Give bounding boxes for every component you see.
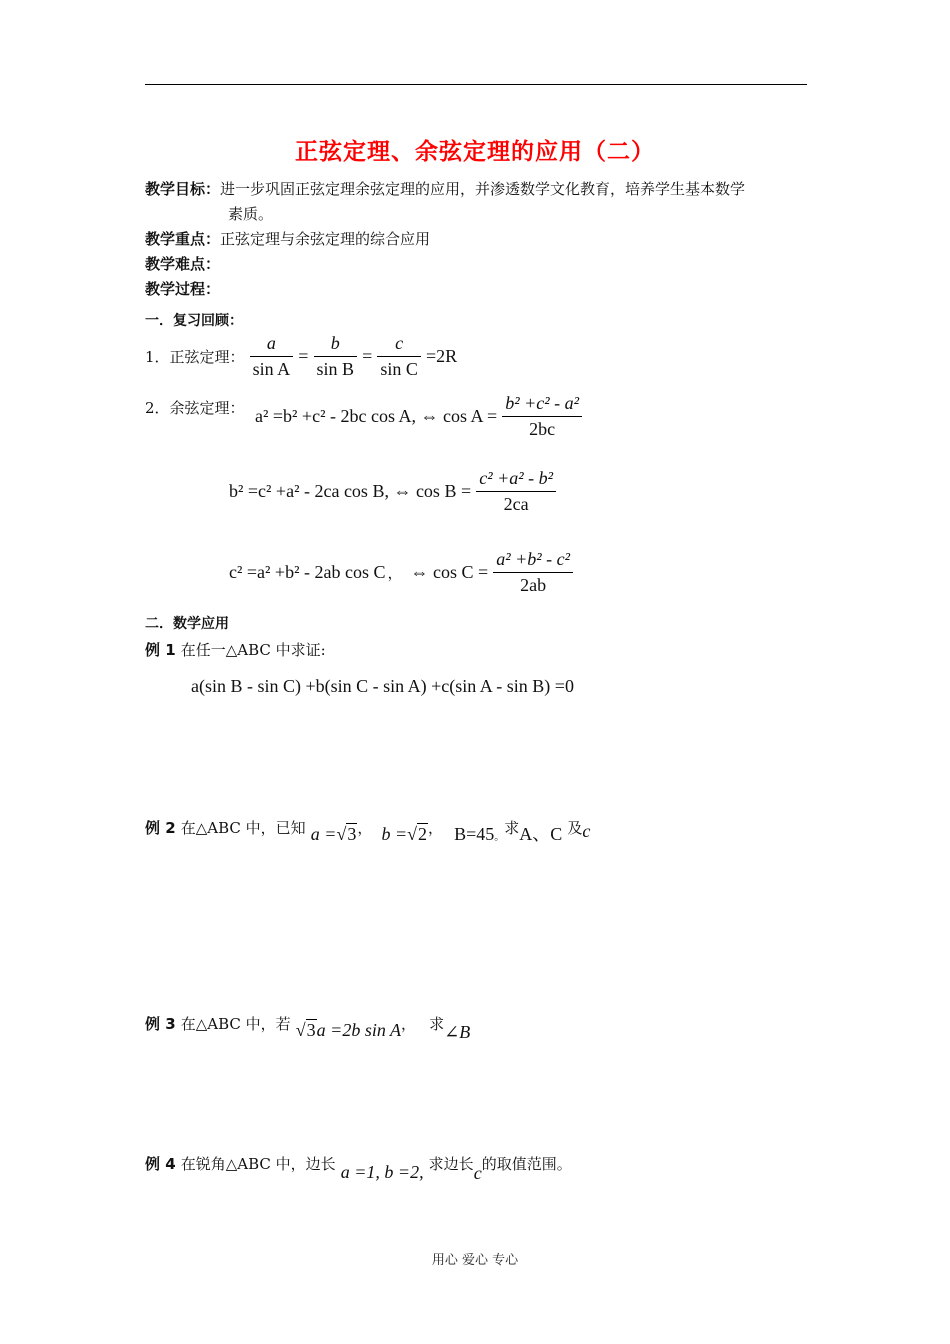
sine-frac-b: $\frac{b}{\text{sin B}}$ (314, 333, 358, 380)
example-2-a: a =√3 (310, 824, 357, 844)
sine-law-rhs: =2R (425, 346, 458, 366)
objectives-row (145, 178, 745, 199)
header-rule (145, 84, 807, 85)
cosine-row1-frac: $\frac{\text{b² +c² - a²}}{2bc}$ (502, 393, 582, 440)
cosine-row3-lhs: c² =a² +b² - 2ab cos C (229, 562, 386, 582)
example-3-label: 例 3 (145, 1015, 176, 1033)
cosine-law-prefix: 2．余弦定理： (145, 399, 245, 417)
page-title: 正弦定理、余弦定理的应用（二） (295, 139, 655, 165)
sine-frac-c: $\frac{c}{\text{sin C}}$ (377, 333, 421, 380)
example-4-text: 在锐角△ABC 中，边长 (180, 1155, 336, 1173)
example-2-b: b =√2 (381, 824, 427, 844)
sine-frac-a: $\frac{a}{\text{sin A}}$ (250, 333, 294, 380)
example-4-label: 例 4 (145, 1155, 176, 1173)
sine-law-prefix: 1．正弦定理： (145, 348, 245, 366)
objectives-label: 教学目标： (145, 180, 221, 198)
cosine-law-row1 (255, 393, 582, 440)
objectives-text-line1: 进一步巩固正弦定理余弦定理的应用，并渗透数学文化教育，培养学生基本数学 (220, 180, 746, 198)
example-2-text: 在△ABC 中，已知 (180, 819, 306, 837)
example-3-formula: √3a =2b sin A (295, 1020, 401, 1040)
example-1-text: 在任一△ABC 中求证: (180, 641, 326, 659)
cosine-law-row2 (229, 468, 556, 515)
page-footer: 用心 爱心 专心 (431, 1253, 519, 1268)
cosine-row2-frac: $\frac{\text{c² +a² - b²}}{2ca}$ (476, 468, 556, 515)
cosine-law-row3: c² =a² +b² - 2ab cos C ， ⇔ cos C = $\frac{\text{a² +b² - c²}}{2ab}$ (229, 549, 573, 596)
example-2-angle: B=45 (454, 824, 495, 844)
example-2-label: 例 2 (145, 819, 176, 837)
example-3: 例 3 在△ABC 中，若 √3a =2b sin A， 求∠B (145, 1015, 471, 1042)
section1-heading: 一．复习回顾： (145, 313, 243, 329)
sine-law-row: 1．正弦定理： $\frac{a}{\text{sin A}}$ = $\frac{b}{\text{sin B}}$ = $\frac{c}{\text{sin C}}$ =2R (145, 333, 458, 379)
example-1-formula: a(sin B - sin C) +b(sin C - sin A) +c(sin A - sin B) =0 (191, 676, 574, 696)
cosine-row1-lhs: a² =b² +c² - 2bc cos A, ⇔ cos A = (255, 406, 498, 426)
objectives-text-line2: 素质。 (228, 205, 274, 223)
section2-heading: 二．数学应用 (145, 616, 229, 632)
process-label: 教学过程： (145, 280, 221, 298)
key-points-row (145, 228, 430, 249)
example-3-text: 在△ABC 中，若 (180, 1015, 291, 1033)
key-points-text: 正弦定理与余弦定理的综合应用 (220, 230, 431, 248)
cosine-row2-lhs: b² =c² +a² - 2ca cos B, ⇔ cos B = (229, 481, 472, 501)
cosine-row3-frac: $\frac{\text{a² +b² - c²}}{2ab}$ (493, 549, 573, 596)
example-4: 例 4 在锐角△ABC 中，边长 a =1, b =2, 求边长c的取值范围。 (145, 1155, 572, 1183)
difficulties-label: 教学难点： (145, 255, 221, 273)
example-2: 例 2 在△ABC 中，已知 a =√3， b =√2， $B=45_。$求A、C 及c (145, 819, 591, 844)
cosine-row3-arrow: ⇔ cos C = (410, 562, 489, 582)
example-1-label: 例 1 (145, 641, 176, 659)
example-4-given: a =1, b =2, (340, 1162, 424, 1182)
key-points-label: 教学重点： (145, 230, 221, 248)
example-1 (145, 639, 326, 660)
